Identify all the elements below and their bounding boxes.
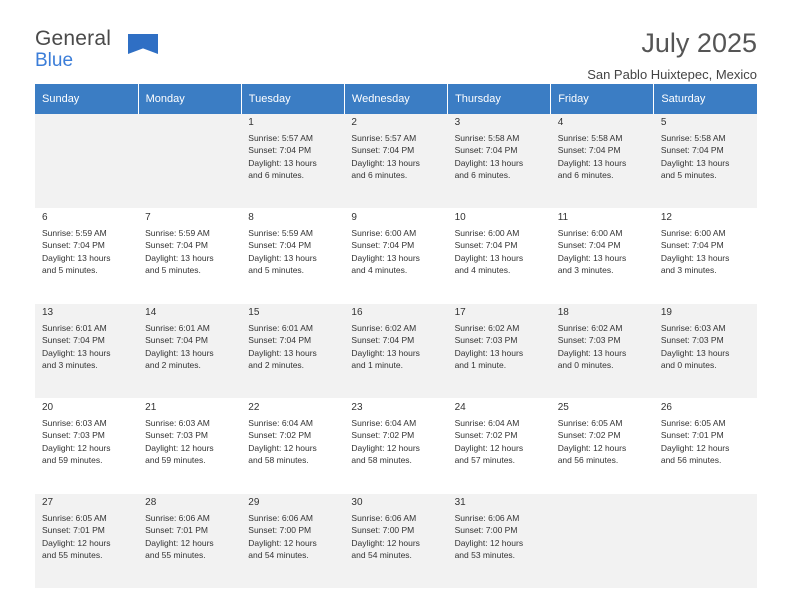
calendar-day-cell[interactable] xyxy=(654,304,757,399)
calendar-day-cell[interactable] xyxy=(344,304,447,399)
day-info-line: Sunset: 7:04 PM xyxy=(42,335,105,346)
day-info-line: Sunrise: 6:01 AM xyxy=(145,323,210,333)
day-info-line: Sunset: 7:02 PM xyxy=(557,430,621,441)
day-number: 2 xyxy=(351,117,357,128)
day-info-line: and 5 minutes. xyxy=(248,265,305,276)
calendar-day-cell[interactable] xyxy=(138,304,241,399)
day-info-line: Daylight: 12 hours xyxy=(248,537,317,548)
day-info-line: and 0 minutes. xyxy=(557,360,614,371)
day-number: 24 xyxy=(454,402,466,413)
day-number: 15 xyxy=(248,307,260,318)
day-info-line: and 2 minutes. xyxy=(145,360,201,371)
calendar-day-cell[interactable] xyxy=(35,304,138,399)
day-info-line: Sunrise: 5:57 AM xyxy=(351,133,417,143)
calendar-day-cell[interactable] xyxy=(344,494,447,589)
day-info-line: and 58 minutes. xyxy=(351,455,412,466)
day-number: 17 xyxy=(454,307,466,318)
calendar-week-row xyxy=(35,494,757,589)
day-number: 25 xyxy=(557,402,569,413)
calendar-week-row xyxy=(35,399,757,494)
day-number: 26 xyxy=(660,402,672,413)
weekday-header-saturday: Saturday xyxy=(654,84,757,114)
day-info-line: Daylight: 12 hours xyxy=(351,442,420,453)
calendar-day-cell[interactable] xyxy=(241,399,344,494)
day-info-line: Sunset: 7:00 PM xyxy=(454,525,518,536)
day-info-line: Sunrise: 5:59 AM xyxy=(145,228,210,238)
day-info-line: and 55 minutes. xyxy=(42,550,103,561)
calendar-day-cell[interactable] xyxy=(35,209,138,304)
day-info-line: Sunset: 7:04 PM xyxy=(351,145,415,156)
day-info-line: Sunrise: 6:06 AM xyxy=(351,513,417,523)
day-info-line: Daylight: 12 hours xyxy=(145,537,214,548)
weekday-header-sunday: Sunday xyxy=(35,84,138,114)
day-info-line: and 58 minutes. xyxy=(248,455,309,466)
day-info-line: Sunrise: 5:58 AM xyxy=(454,133,520,143)
calendar-day-cell[interactable] xyxy=(551,209,654,304)
calendar-empty-cell xyxy=(35,114,138,209)
day-info-line: Daylight: 13 hours xyxy=(454,347,524,358)
day-info-line: and 1 minute. xyxy=(454,360,507,371)
day-number: 29 xyxy=(248,497,260,508)
day-info-line: Sunset: 7:01 PM xyxy=(42,525,105,536)
day-info-line: Daylight: 12 hours xyxy=(248,442,317,453)
day-info-line: Sunset: 7:03 PM xyxy=(557,335,621,346)
day-number: 23 xyxy=(351,402,363,413)
day-number: 20 xyxy=(42,402,54,413)
day-info-line: and 2 minutes. xyxy=(248,360,305,371)
day-info-line: Sunrise: 6:02 AM xyxy=(557,323,623,333)
day-info-line: Daylight: 13 hours xyxy=(351,347,420,358)
page-title: July 2025 xyxy=(641,28,757,58)
calendar-day-cell[interactable] xyxy=(551,399,654,494)
day-info-line: Sunrise: 6:04 AM xyxy=(351,418,417,428)
calendar-day-cell[interactable] xyxy=(138,209,241,304)
day-info-line: Sunset: 7:03 PM xyxy=(660,335,724,346)
calendar-day-cell[interactable] xyxy=(448,304,551,399)
day-info-line: Sunset: 7:00 PM xyxy=(248,525,312,536)
day-info-line: Daylight: 12 hours xyxy=(42,442,111,453)
calendar-body xyxy=(35,114,757,589)
day-info-line: Sunrise: 6:05 AM xyxy=(660,418,726,428)
calendar-day-cell[interactable] xyxy=(138,399,241,494)
day-number: 13 xyxy=(42,307,54,318)
day-info-line: Sunset: 7:04 PM xyxy=(248,145,312,156)
calendar-day-cell[interactable] xyxy=(551,304,654,399)
day-info-line: Sunset: 7:01 PM xyxy=(145,525,208,536)
page-header xyxy=(35,0,757,82)
day-info-line: Sunrise: 6:06 AM xyxy=(248,513,314,523)
day-info-line: and 56 minutes. xyxy=(557,455,619,466)
day-number: 11 xyxy=(557,212,569,223)
day-info-line: Sunset: 7:03 PM xyxy=(145,430,208,441)
day-info-line: Daylight: 12 hours xyxy=(557,442,627,453)
day-number: 9 xyxy=(351,212,357,223)
day-info-line: Sunrise: 5:58 AM xyxy=(557,133,623,143)
logo xyxy=(35,28,155,76)
calendar-day-cell[interactable] xyxy=(654,399,757,494)
day-info-line: Sunrise: 6:03 AM xyxy=(42,418,107,428)
day-info-line: and 5 minutes. xyxy=(660,170,717,181)
calendar-day-cell[interactable] xyxy=(448,209,551,304)
day-info-line: Daylight: 13 hours xyxy=(42,347,111,358)
day-number: 7 xyxy=(145,212,151,223)
day-info-line: Sunset: 7:04 PM xyxy=(42,240,105,251)
day-info-line: Sunrise: 6:06 AM xyxy=(145,513,210,523)
day-info-line: Sunrise: 6:03 AM xyxy=(660,323,726,333)
day-info-line: Sunset: 7:02 PM xyxy=(248,430,312,441)
day-number: 19 xyxy=(660,307,672,318)
day-info-line: Sunset: 7:04 PM xyxy=(248,240,312,251)
day-number: 18 xyxy=(557,307,569,318)
day-info-line: and 6 minutes. xyxy=(351,170,408,181)
day-info-line: and 56 minutes. xyxy=(660,455,722,466)
day-number: 28 xyxy=(145,497,157,508)
logo-text-blue: Blue xyxy=(35,50,74,71)
day-info-line: Daylight: 13 hours xyxy=(557,157,627,168)
day-info-line: and 59 minutes. xyxy=(145,455,206,466)
day-info-line: Daylight: 12 hours xyxy=(454,442,524,453)
day-info-line: and 0 minutes. xyxy=(660,360,717,371)
day-info-line: and 6 minutes. xyxy=(557,170,614,181)
calendar-day-cell[interactable] xyxy=(35,494,138,589)
day-info-line: Sunrise: 6:04 AM xyxy=(454,418,520,428)
day-info-line: Daylight: 13 hours xyxy=(248,347,317,358)
day-info-line: Daylight: 13 hours xyxy=(660,252,730,263)
weekday-header-thursday: Thursday xyxy=(448,84,551,114)
day-info-line: Daylight: 13 hours xyxy=(557,252,627,263)
title-block xyxy=(587,28,757,82)
day-info-line: Daylight: 12 hours xyxy=(454,537,524,548)
day-number: 16 xyxy=(351,307,363,318)
day-info-line: Daylight: 13 hours xyxy=(557,347,627,358)
calendar-empty-cell xyxy=(654,494,757,589)
day-info-line: and 3 minutes. xyxy=(660,265,717,276)
day-info-line: and 54 minutes. xyxy=(248,550,309,561)
day-info-line: and 54 minutes. xyxy=(351,550,412,561)
day-info-line: Daylight: 13 hours xyxy=(248,157,317,168)
day-info-line: Sunset: 7:00 PM xyxy=(351,525,415,536)
day-info-line: Daylight: 13 hours xyxy=(660,157,730,168)
day-info-line: Daylight: 13 hours xyxy=(145,347,214,358)
calendar-day-cell[interactable] xyxy=(448,399,551,494)
day-info-line: Daylight: 13 hours xyxy=(351,157,420,168)
day-info-line: and 4 minutes. xyxy=(454,265,511,276)
day-info-line: Sunset: 7:04 PM xyxy=(454,145,518,156)
day-number: 27 xyxy=(42,497,54,508)
calendar-header-row xyxy=(35,84,757,114)
day-number: 4 xyxy=(557,117,564,128)
location-subtitle: San Pablo Huixtepec, Mexico xyxy=(587,67,757,82)
day-number: 14 xyxy=(145,307,157,318)
day-info-line: Sunrise: 5:59 AM xyxy=(42,228,107,238)
logo-text-general: General xyxy=(35,27,112,50)
day-info-line: and 59 minutes. xyxy=(42,455,103,466)
day-info-line: Sunset: 7:04 PM xyxy=(557,240,621,251)
day-info-line: Daylight: 12 hours xyxy=(145,442,214,453)
day-info-line: Sunset: 7:04 PM xyxy=(351,240,415,251)
day-info-line: Sunrise: 6:05 AM xyxy=(42,513,107,523)
calendar-day-cell[interactable] xyxy=(551,114,654,209)
weekday-header-monday: Monday xyxy=(138,84,241,114)
day-info-line: Daylight: 13 hours xyxy=(42,252,111,263)
calendar-day-cell[interactable] xyxy=(241,304,344,399)
day-info-line: Daylight: 12 hours xyxy=(351,537,420,548)
day-info-line: Sunrise: 6:06 AM xyxy=(454,513,520,523)
day-info-line: Sunset: 7:04 PM xyxy=(351,335,415,346)
day-number: 12 xyxy=(660,212,672,223)
calendar-day-cell[interactable] xyxy=(138,494,241,589)
day-info-line: Daylight: 13 hours xyxy=(351,252,420,263)
day-info-line: and 57 minutes. xyxy=(454,455,516,466)
day-info-line: Sunrise: 5:58 AM xyxy=(660,133,726,143)
day-info-line: Sunset: 7:04 PM xyxy=(248,335,312,346)
calendar-week-row xyxy=(35,209,757,304)
day-info-line: Sunrise: 6:02 AM xyxy=(454,323,520,333)
weekday-header-wednesday: Wednesday xyxy=(344,84,447,114)
day-info-line: Sunset: 7:03 PM xyxy=(454,335,518,346)
day-info-line: Daylight: 13 hours xyxy=(454,252,524,263)
day-number: 3 xyxy=(454,117,461,128)
day-number: 30 xyxy=(351,497,363,508)
calendar-day-cell[interactable] xyxy=(448,494,551,589)
day-info-line: Sunset: 7:04 PM xyxy=(660,240,724,251)
day-info-line: Daylight: 12 hours xyxy=(660,442,730,453)
calendar-empty-cell xyxy=(551,494,654,589)
day-info-line: Sunset: 7:03 PM xyxy=(42,430,105,441)
day-info-line: and 4 minutes. xyxy=(351,265,408,276)
calendar-week-row xyxy=(35,304,757,399)
day-number: 31 xyxy=(454,497,466,508)
calendar-week-row xyxy=(35,114,757,209)
day-number: 22 xyxy=(248,402,260,413)
day-info-line: Sunrise: 6:00 AM xyxy=(660,228,726,238)
day-number: 6 xyxy=(42,212,48,223)
day-info-line: Sunrise: 6:05 AM xyxy=(557,418,623,428)
calendar-day-cell[interactable] xyxy=(654,114,757,209)
calendar-day-cell[interactable] xyxy=(654,209,757,304)
day-info-line: and 5 minutes. xyxy=(42,265,98,276)
day-info-line: Sunrise: 6:03 AM xyxy=(145,418,210,428)
day-info-line: and 1 minute. xyxy=(351,360,403,371)
day-info-line: Sunrise: 5:57 AM xyxy=(248,133,314,143)
day-info-line: and 3 minutes. xyxy=(42,360,98,371)
calendar-day-cell[interactable] xyxy=(241,494,344,589)
day-info-line: Daylight: 13 hours xyxy=(145,252,214,263)
calendar-day-cell[interactable] xyxy=(241,114,344,209)
day-info-line: and 53 minutes. xyxy=(454,550,516,561)
day-info-line: Sunset: 7:04 PM xyxy=(145,240,208,251)
day-info-line: Sunrise: 6:02 AM xyxy=(351,323,417,333)
calendar-day-cell[interactable] xyxy=(35,399,138,494)
calendar-day-cell[interactable] xyxy=(344,114,447,209)
day-info-line: Sunrise: 6:00 AM xyxy=(557,228,623,238)
day-info-line: Sunset: 7:04 PM xyxy=(145,335,208,346)
day-number: 5 xyxy=(660,117,667,128)
day-info-line: Sunrise: 5:59 AM xyxy=(248,228,314,238)
weekday-header-tuesday: Tuesday xyxy=(241,84,344,114)
day-info-line: Sunrise: 6:00 AM xyxy=(454,228,520,238)
day-info-line: and 6 minutes. xyxy=(454,170,511,181)
day-number: 1 xyxy=(248,117,254,128)
calendar-day-cell[interactable] xyxy=(344,399,447,494)
calendar-empty-cell xyxy=(138,114,241,209)
day-info-line: and 55 minutes. xyxy=(145,550,206,561)
day-number: 8 xyxy=(248,212,254,223)
day-info-line: Sunrise: 6:01 AM xyxy=(248,323,314,333)
calendar-day-cell[interactable] xyxy=(344,209,447,304)
day-info-line: Daylight: 12 hours xyxy=(42,537,111,548)
calendar-day-cell[interactable] xyxy=(241,209,344,304)
day-info-line: Sunrise: 6:01 AM xyxy=(42,323,107,333)
day-info-line: and 5 minutes. xyxy=(145,265,201,276)
day-number: 21 xyxy=(145,402,157,413)
day-info-line: Daylight: 13 hours xyxy=(660,347,730,358)
day-info-line: Sunset: 7:04 PM xyxy=(557,145,621,156)
day-info-line: Sunset: 7:04 PM xyxy=(660,145,724,156)
day-info-line: Daylight: 13 hours xyxy=(454,157,524,168)
day-info-line: Sunset: 7:02 PM xyxy=(454,430,518,441)
weekday-header-friday: Friday xyxy=(551,84,654,114)
calendar-table xyxy=(35,84,757,589)
day-info-line: Sunset: 7:01 PM xyxy=(660,430,724,441)
day-info-line: Daylight: 13 hours xyxy=(248,252,317,263)
day-info-line: and 3 minutes. xyxy=(557,265,614,276)
day-info-line: Sunrise: 6:04 AM xyxy=(248,418,314,428)
day-info-line: Sunrise: 6:00 AM xyxy=(351,228,417,238)
day-number: 10 xyxy=(454,212,466,223)
calendar-day-cell[interactable] xyxy=(448,114,551,209)
day-info-line: Sunset: 7:02 PM xyxy=(351,430,415,441)
day-info-line: and 6 minutes. xyxy=(248,170,305,181)
day-info-line: Sunset: 7:04 PM xyxy=(454,240,518,251)
